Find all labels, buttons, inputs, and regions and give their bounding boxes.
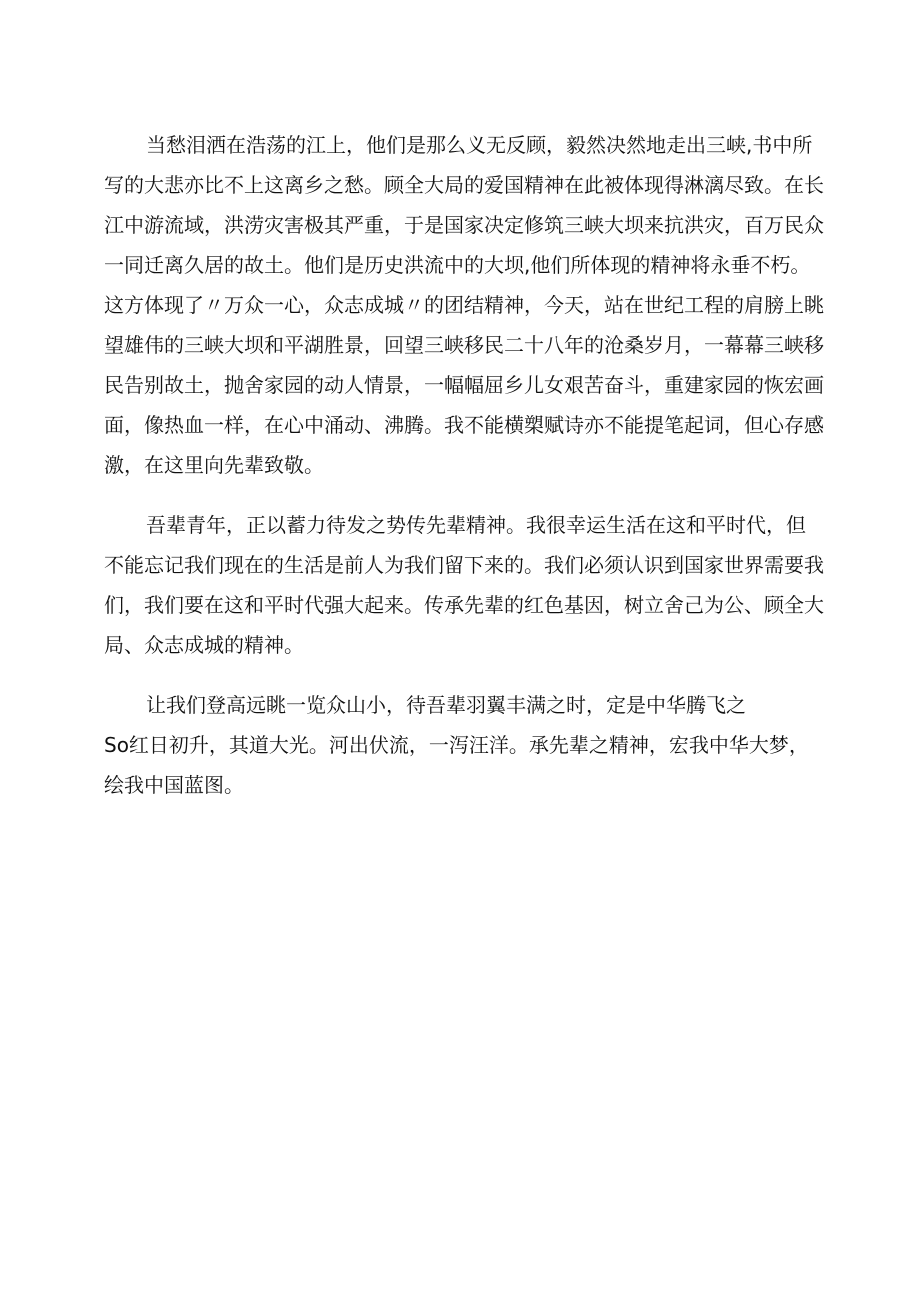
text-line: 激，在这里向先辈致敬。 bbox=[104, 453, 324, 477]
text-line: 写的大悲亦比不上这离乡之愁。顾全大局的爱国精神在此被体现得淋漓尽致。在长 bbox=[104, 173, 824, 197]
text-line: 绘我中国蓝图。 bbox=[104, 773, 244, 797]
text-line: 当愁泪洒在浩荡的江上，他们是那么义无反顾，毅然决然地走出三峡,书中所 bbox=[146, 133, 813, 157]
text-line: 不能忘记我们现在的生活是前人为我们留下来的。我们必须认识到国家世界需要我 bbox=[104, 553, 824, 577]
text-line: 民告别故土，抛舍家园的动人情景，一幅幅屈乡儿女艰苦奋斗，重建家园的恢宏画 bbox=[104, 373, 824, 397]
text-line: 望雄伟的三峡大坝和平湖胜景，回望三峡移民二十八年的沧桑岁月，一幕幕三峡移 bbox=[104, 333, 824, 357]
text-line: 们，我们要在这和平时代强大起来。传承先辈的红色基因，树立舍己为公、顾全大 bbox=[104, 593, 824, 617]
text-line: 吾辈青年，正以蓄力待发之势传先辈精神。我很幸运生活在这和平时代，但 bbox=[146, 513, 806, 537]
paragraph-3 bbox=[104, 685, 834, 805]
text-line: 这方体现了〃万众一心，众志成城〃的团结精神，今天，站在世纪工程的肩膀上眺 bbox=[104, 293, 824, 317]
text-line: So红日初升，其道大光。河出伏流，一泻汪洋。承先辈之精神，宏我中华大梦， bbox=[104, 733, 809, 757]
paragraph-1 bbox=[104, 125, 834, 485]
text-line: 让我们登高远眺一览众山小，待吾辈羽翼丰满之时，定是中华腾飞之 bbox=[146, 693, 746, 717]
paragraph-spacer bbox=[104, 485, 834, 505]
text-line: 面，像热血一样，在心中涌动、沸腾。我不能横槊赋诗亦不能提笔起词，但心存感 bbox=[104, 413, 824, 437]
text-line: 一同迁离久居的故土。他们是历史洪流中的大坝,他们所体现的精神将永垂不朽。 bbox=[104, 253, 811, 277]
paragraph-2 bbox=[104, 505, 834, 665]
paragraph-spacer bbox=[104, 665, 834, 685]
text-line: 局、众志成城的精神。 bbox=[104, 633, 304, 657]
text-line: 江中游流域，洪涝灾害极其严重，于是国家决定修筑三峡大坝来抗洪灾，百万民众 bbox=[104, 213, 824, 237]
document-body bbox=[104, 125, 834, 805]
